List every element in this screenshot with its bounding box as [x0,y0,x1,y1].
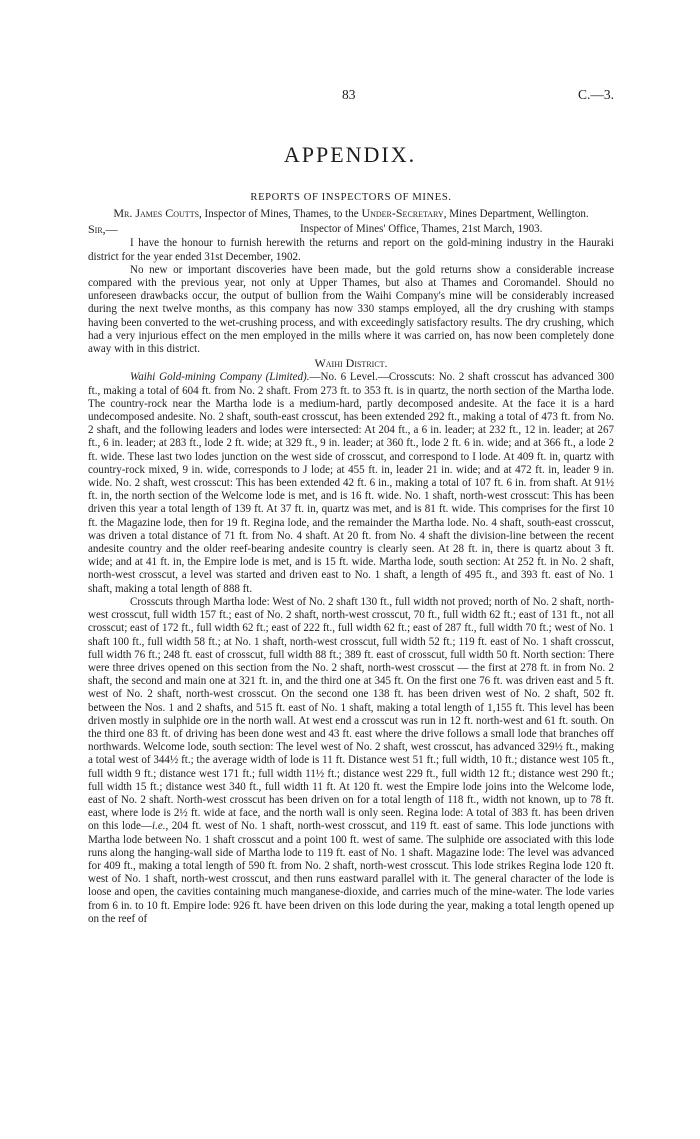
waihi-text-3: , 204 ft. west of No. 1 shaft, north-west crosscut, and 119 ft. east of same. This lode junctions with Martha lode between No. 1 shaft crosscut and a point 100 ft. west of same. The sulphide ore associated with this lode runs along the hanging-wall side of Martha lode to 119 ft. east of No. 1 shaft. Magazine lode: The level was advanced for 409 ft., making a total length of 590 ft. from No. 2 shaft, north-west crosscut. This lode strikes Regina lode 120 ft. west of No. 1 shaft, north-west crosscut, and then runs eastward parallel with it. The general character of the lode is loose and open, the cavities containing much manganese-dioxide, and carries much of the mine-water. The lode varies from 6 in. to 10 ft. Empire lode: 926 ft. have been driven on this lode during the year, making a total length opened up on the reef of [88,820,614,925]
report-body [88,191,614,926]
paragraph-summary: No new or important discoveries have been made, but the gold returns show a considerable increase compared with the previous year, not only at Upper Thames, but also at Thames and Coromandel. Should no unforeseen drawbacks occur, the output of bullion from the Waihi Company's mine will be considerably increased during the next twelve months, as this company has now 330 stamps employed, all the dry crushing with stamps having been converted to the wet-crushing process, and with exceedingly satisfactory results. The dry crushing, which had a very injurious effect on the men employed in the mills where it was carried on, has now been completely done away with in this district. [88,263,614,356]
document-reference: C.—3. [577,87,614,102]
paragraph-waihi-level [88,371,614,595]
report-address [88,207,614,221]
report-subtitle: REPORTS OF INSPECTORS OF MINES. [250,192,452,203]
recipient-title: Under-Secretary [361,206,444,221]
waihi-ie: i.e. [152,820,166,833]
salutation: Sir,— [88,222,118,237]
dateline: Inspector of Mines' Office, Thames, 21st March, 1903. [300,223,543,236]
salutation-row [88,223,614,237]
page-title: APPENDIX. [283,142,417,167]
waihi-text-2: Crosscuts through Martha lode: West of No. 2 shaft 130 ft., full width not proved; north of No. 2 shaft, north-west crosscut, full width 157 ft.; east of No. 2 shaft, north-west crosscut, 70 ft., full width 62 ft.; east of 131 ft., not all crosscut; east of 172 ft., full width 62 ft.; east of 222 ft., full width 62 ft.; east of 287 ft., full width 70 ft.; west of No. 1 shaft 100 ft., full width 58 ft.; at No. 1 shaft, north-west crosscut, full width 52 ft.; 119 ft. east of No. 1 shaft crosscut, full width 76 ft.; 248 ft. east of crosscut, full width 88 ft.; 389 ft. east of crosscut, full width 50 ft. North section: There were three drives opened on this section from the No. 2 shaft, north-west crosscut — the first at 278 ft. in from No. 2 shaft, the second and main one at 321 ft. in, and the third one at 345 ft. On the first one 76 ft. was driven east and 5 ft. west of No. 2 shaft, north-west crosscut. On the second one 138 ft. has been driven west of No. 2 shaft, 502 ft. between the Nos. 1 and 2 shafts, and 515 ft. east of No. 1 shaft, making a total length of 1,155 ft. This level has been driven mostly in sulphide ore in the north wall. At west end a crosscut was run in 12 ft. north-west and 61 ft. south. On the third one 83 ft. of driving has been done west and 43 ft. east where the drive follows a small lode that branches off northwards. Welcome lode, south section: The level west of No. 2 shaft, west crosscut, has advanced 329½ ft., making a total west of 344½ ft.; the average width of lode is 11 ft. Distance west 51 ft.; full width, 10 ft.; distance west 105 ft., full width 9 ft.; distance west 171 ft.; full width 11½ ft.; distance west 229 ft., full width 12 ft.; distance west 290 ft.; full width 15 ft.; distance west 340 ft., full width 11 ft. At 120 ft. west the Empire lode joins into the Welcome lode, east of No. 2 shaft. North-west crosscut has been driven on for a total length of 118 ft., width not known, up to 78 ft. east, where lode is 2½ ft. wide at face, and the north wall is only seen. Regina lode: A total of 383 ft. has been driven on this lode— [88,595,614,833]
paragraph-crosscuts [88,596,614,926]
address-tail: , Mines Department, Wellington. [443,208,589,221]
page-number: 83 [342,87,356,102]
section-heading: Waihi District. [314,356,388,371]
company-name: Waihi Gold-mining Company (Limited). [130,371,310,384]
paragraph-intro: I have the honour to furnish herewith the returns and report on the gold-mining industry in the Hauraki district for the year ended 31st December, 1902. [88,237,614,263]
waihi-text-1: —No. 6 Level.—Crosscuts: No. 2 shaft crosscut has advanced 300 ft., making a total of 604 ft. from No. 2 shaft. From 273 ft. to 353 ft. is in quartz, the north section of the Martha lode. The country-rock near the Martha lode is a medium-hard, partly decomposed andesite. At the face it is a hard undecomposed andesite. No. 2 shaft, south-east crosscut, has been extended 292 ft., making a total of 473 ft. from No. 2 shaft, and the following leaders and lodes were intersected: At 204 ft., a 6 in. leader; at 232 ft., 12 in. leader; at 267 ft., 6 in. leader; at 283 ft., lode 2 ft. wide; at 329 ft., 9 in. leader; at 360 ft., lode 2 ft. 6 in. wide; and at 366 ft., a lode 2 ft. wide. These last two lodes junction on the west side of crosscut, and correspond to I lode. At 409 ft. in, quartz with country-rock mixed, 9 in. wide, corresponds to J lode; at 455 ft. in, leader 21 in. wide; and at 472 ft. in, leader 9 in. wide. No. 2 shaft, west crosscut: This has been extended 42 ft. 6 in., making a total of 107 ft. 6 in. from shaft. At 91½ ft. in, the north section of the Welcome lode is met, and is 16 ft. wide. No. 1 shaft, north-west crosscut: This has been driven this year a total length of 139 ft. At 37 ft. in, quartz was met, and is 81 ft. wide. This comprises for the first 10 ft. the Magazine lode, then for 19 ft. Regina lode, and the remainder the Martha lode. No. 4 shaft, south-east crosscut, was driven a total distance of 71 ft. from No. 4 shaft. At 20 ft. from No. 4 shaft the division-line between the recent andesite country and the older reef-bearing andesite country is clearly seen. At 28 ft. in, there is quartz about 3 ft. wide; and at 41 ft. in, the Empire lode is met, and is 15 ft. wide. Martha lode, south section: At 252 ft. in No. 2 shaft, north-west crosscut, a level was started and driven east to No. 1 shaft, a length of 495 ft., and 393 ft. east of No. 1 shaft, making a total length of 888 ft. [88,371,614,595]
inspector-name: Mr. James Coutts [113,206,200,221]
address-text: , Inspector of Mines, Thames, to the [199,208,362,221]
